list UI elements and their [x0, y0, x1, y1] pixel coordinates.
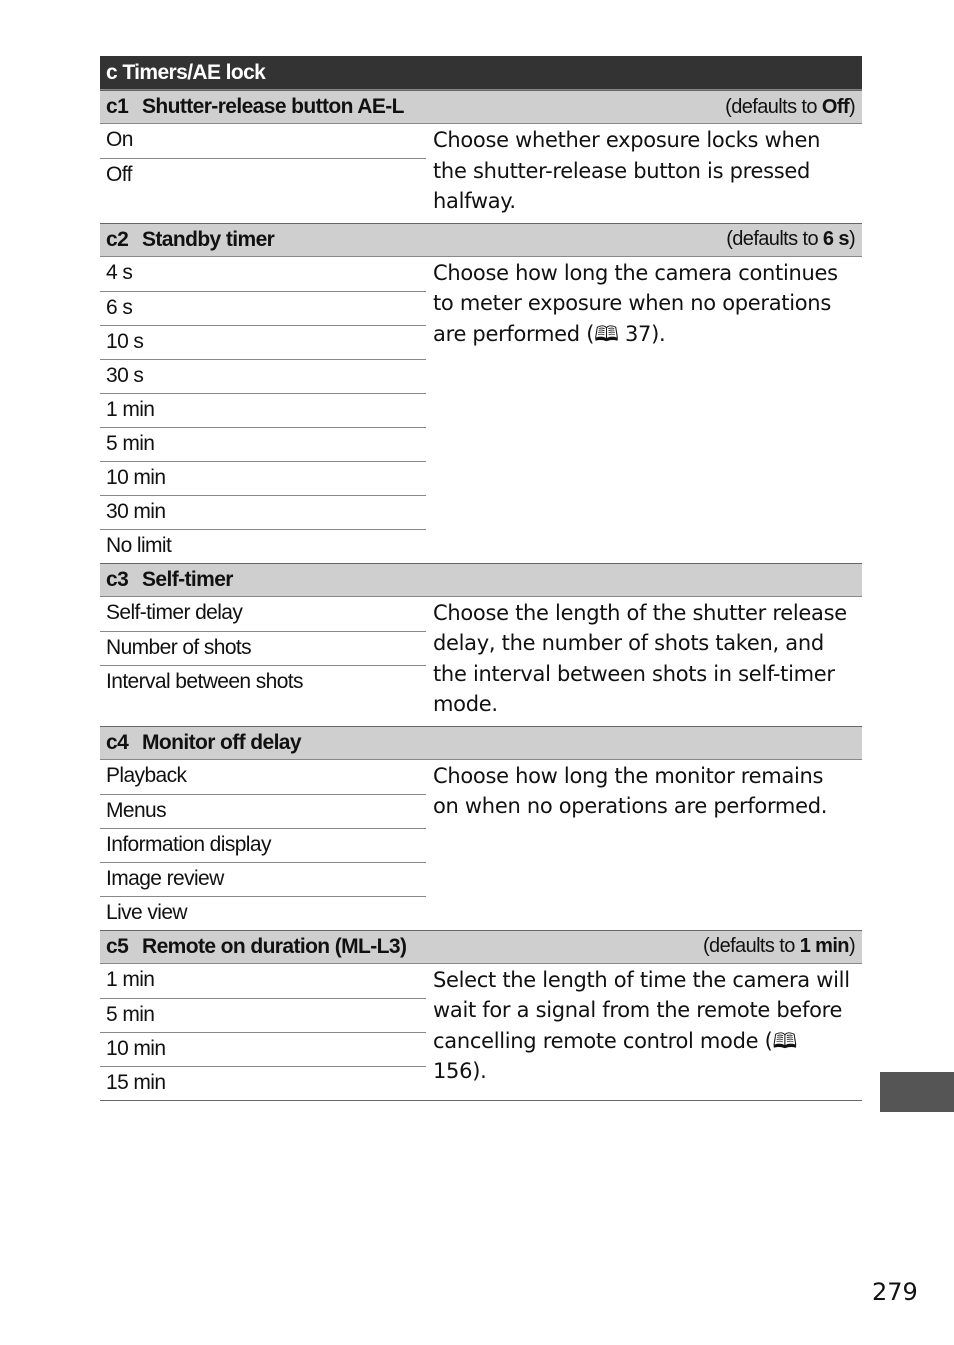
option-list: [100, 257, 426, 563]
section-name: Standby timer: [142, 227, 275, 251]
chapter-tab-marker: [880, 1072, 954, 1112]
section-name: Self-timer: [142, 567, 233, 591]
option-list: [100, 124, 426, 223]
section-description: [426, 257, 862, 563]
option-item: 5 min: [100, 998, 426, 1032]
section-header-c2: [100, 223, 862, 257]
section-description: Choose whether exposure locks when the shutter-release button is pressed halfway.: [433, 128, 821, 213]
option-item: Number of shots: [100, 631, 426, 665]
option-item: 30 s: [100, 359, 426, 393]
default-value: 6 s: [822, 228, 849, 250]
default-prefix: (defaults to: [726, 228, 823, 250]
section-header-c4: [100, 726, 862, 760]
default-suffix: ): [848, 228, 855, 250]
section-code: c5: [106, 934, 129, 958]
option-item: 15 min: [100, 1066, 426, 1100]
page-reference[interactable]: 37: [624, 321, 652, 346]
section-default: [703, 935, 855, 958]
description-text-end: ).: [651, 321, 666, 346]
option-item: 5 min: [100, 427, 426, 461]
default-suffix: ): [848, 95, 855, 118]
book-icon: 🕮: [594, 321, 619, 346]
option-item: Live view: [100, 896, 426, 930]
option-item: Off: [100, 158, 426, 192]
option-item: 10 min: [100, 1032, 426, 1066]
option-item: Menus: [100, 794, 426, 828]
section-description: [426, 964, 862, 1100]
section-body-c1: [100, 124, 862, 223]
option-item: 1 min: [100, 393, 426, 427]
default-prefix: (defaults to: [725, 95, 822, 118]
default-value: 1 min: [799, 935, 849, 957]
option-item: Information display: [100, 828, 426, 862]
option-item: Interval between shots: [100, 665, 426, 699]
section-header-c1: [100, 90, 862, 124]
default-prefix: (defaults to: [702, 935, 800, 957]
section-code: c3: [106, 567, 129, 591]
page-reference[interactable]: 156: [433, 1059, 473, 1083]
section-name: Monitor off delay: [142, 730, 301, 754]
option-item: Playback: [106, 763, 187, 787]
section-header-c3: [100, 563, 862, 597]
description-text: Select the length of time the camera will wait for a signal from the remote before cancelling remote control mode (: [433, 967, 850, 1053]
option-item: Self-timer delay: [106, 600, 243, 624]
option-item: Image review: [100, 862, 426, 896]
option-item: 1 min: [106, 967, 155, 991]
section-header-c5: [100, 930, 862, 964]
section-name: Shutter-release button AE-L: [142, 95, 404, 118]
section-default: [725, 96, 855, 119]
section-description: Choose the length of the shutter release delay, the number of shots taken, and the interval between shots in self-timer mode.: [433, 600, 847, 716]
option-item: 10 s: [100, 325, 426, 359]
description-text-end: ).: [472, 1059, 487, 1083]
option-list: [100, 964, 426, 1100]
section-code: c4: [106, 730, 129, 754]
option-list: [100, 597, 426, 726]
default-value: Off: [821, 95, 849, 118]
option-item: No limit: [100, 529, 426, 563]
section-description: Choose how long the monitor remains on when no operations are performed.: [433, 763, 828, 818]
page-number: 279: [872, 1278, 918, 1306]
description-text: Choose how long the camera continues to meter exposure when no operations are performed (: [433, 260, 838, 346]
section-body-c3: [100, 597, 862, 726]
section-body-c4: [100, 760, 862, 930]
settings-table: [100, 56, 862, 1101]
option-item: 4 s: [106, 260, 133, 284]
book-icon: 🕮: [772, 1028, 797, 1053]
option-list: [100, 760, 426, 930]
section-body-c5: [100, 964, 862, 1100]
section-name: Remote on duration (ML-L3): [142, 934, 407, 958]
option-item: On: [106, 128, 133, 151]
option-item: 6 s: [100, 291, 426, 325]
section-code: c2: [106, 227, 129, 251]
option-item: 10 min: [100, 461, 426, 495]
table-bottom-rule: [100, 1100, 862, 1101]
option-item: 30 min: [100, 495, 426, 529]
table-title: c Timers/AE lock: [100, 56, 862, 90]
section-body-c2: [100, 257, 862, 563]
section-code: c1: [106, 95, 129, 118]
section-default: [726, 228, 855, 251]
default-suffix: ): [848, 935, 855, 957]
